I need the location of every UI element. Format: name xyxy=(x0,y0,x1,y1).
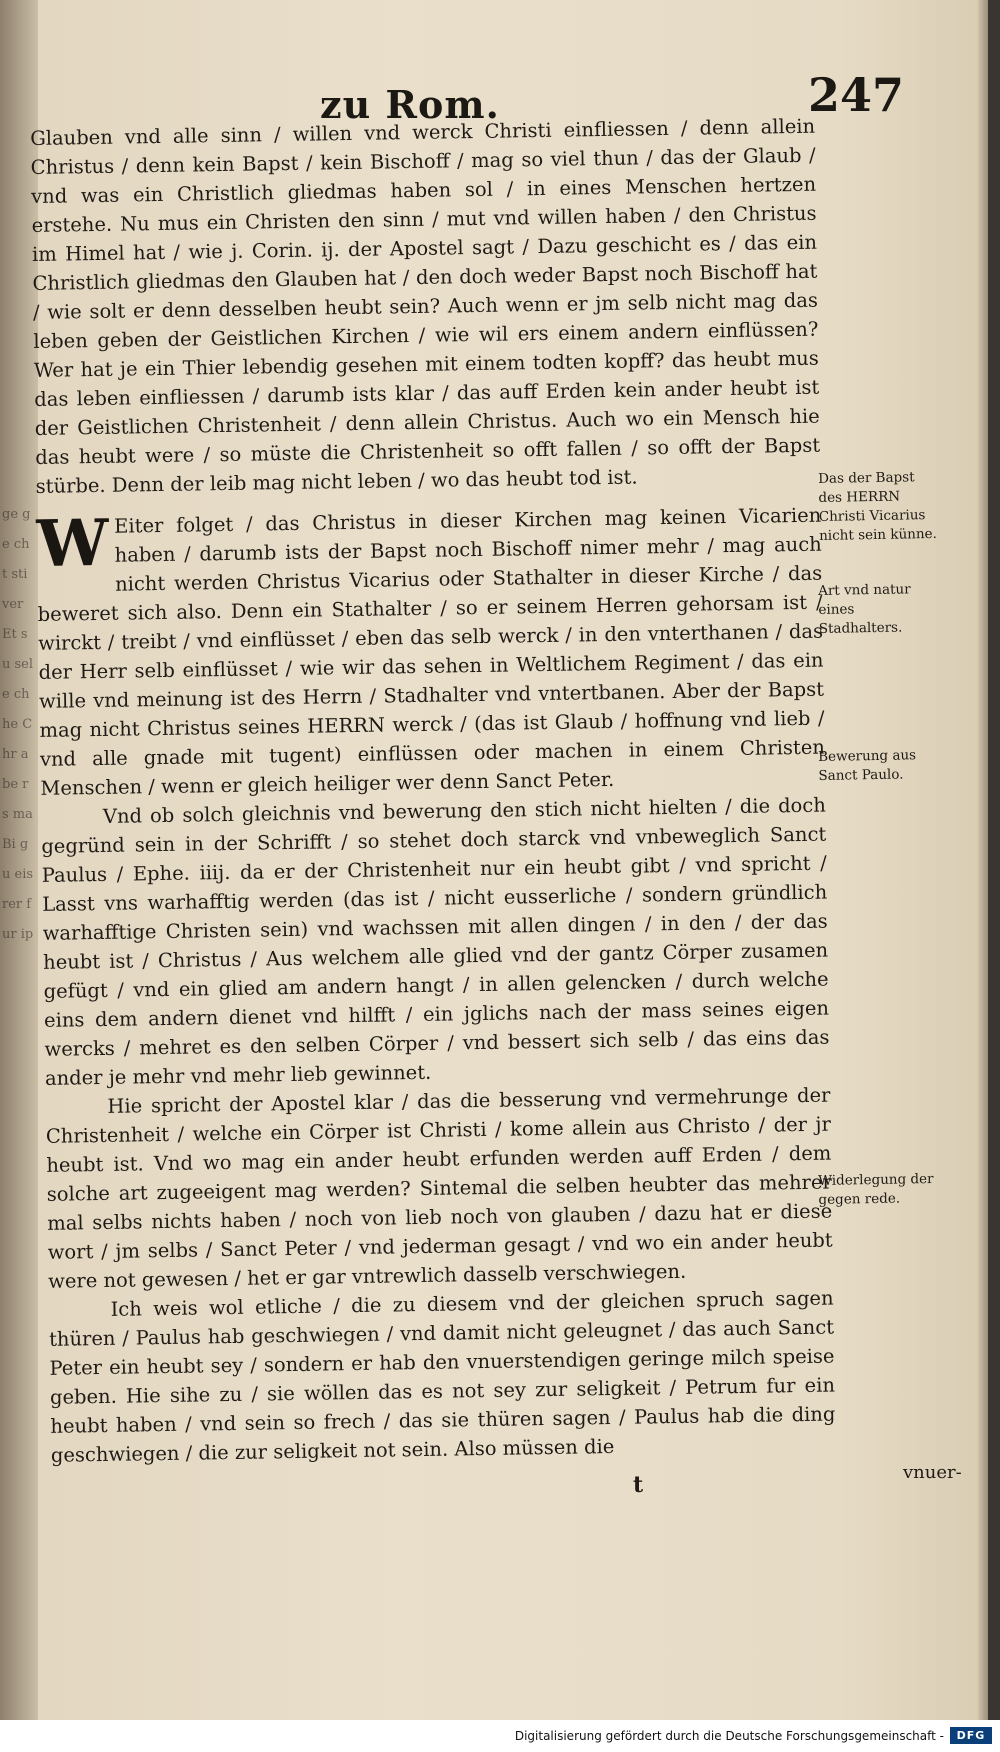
page-edge xyxy=(978,0,988,1720)
dfg-logo: DFG xyxy=(950,1727,992,1744)
catchword: vnuer- xyxy=(903,1462,962,1483)
running-head: zu Rom. xyxy=(320,82,500,127)
signature-mark: t xyxy=(633,1472,644,1498)
paragraph-4: Hie spricht der Apostel klar / das die besserung vnd vermehrunge der Christenheit / welche ein Cörper ist Christi / kome allein aus Christo / der jr heubt ist. Vnd wo mag ein ander heubt erfunden werden auff Erden / dem solche art zugeeigent mag werden? Sintemal die selben heubter das mehrer mal selbs nichts haben / noch von lieb noch von glauben / dazu hat er diese wort / jm selbs / Sanct Peter / vnd jederman gesagt / vnd wo ein ander heubt were not gewesen / het er gar vntrewlich dasselb verschwiegen. xyxy=(45,1083,833,1293)
digitization-footer xyxy=(0,1720,1000,1752)
funding-credit: Digitalisierung gefördert durch die Deutsche Forschungsgemeinschaft - xyxy=(514,1729,944,1743)
margin-note-vicar: Das der Bapst des HERRN Christi Vicarius nicht sein künne. xyxy=(818,469,938,544)
paragraph-3: Vnd ob solch gleichnis vnd bewerung den stich nicht hielten / die doch gegründ sein in der Schrifft / so stehet doch starck vnd vnbeweglich Sanct Paulus / Ephe. iiij. da er der Christenheit nur ein heubt gibt / vnd spricht / Lasst vns warhafftig werden (das ist / nicht eusserliche / sondern gründlich warhafftige Christen sein) vnd wachssen mit allen dingen / in den / der das heubt ist / Christus / Aus welchem alle glied vnd der gantz Cörper zusamen gefügt / vnd ein glied am andern hangt / in allen gelencken / durch welche eins dem andern dienet vnd hilfft / ein jglichs nach der mass seines eigen wercks / mehret es den selben Cörper / vnd bessert sich selb / das eins das ander je mehr vnd mehr lieb gewinnet. xyxy=(41,793,830,1090)
margin-note-stadhalter: Art vnd natur eines Stadhalters. xyxy=(818,581,911,637)
paragraph-2 xyxy=(36,501,825,803)
main-text-block xyxy=(30,112,836,1470)
paragraph-1: Glauben vnd alle sinn / willen vnd werck Christi einfliessen / denn allein Christus / denn kein Bapst / kein Bischoff / mag so viel thun / das der Glaub / vnd was ein Christlich gliedmas haben sol / in eines Menschen hertzen erstehe. Nu mus ein Christen den sinn / mut vnd willen haben / den Christus im Himel hat / wie j. Corin. ij. der Apostel sagt / Dazu geschicht es / das ein Christlich gliedmas den Glauben hat / den doch weder Bapst noch Bischoff hat / wie solt er denn desselben heubt sein? Auch wenn er jm selb nicht mag das leben geben der Geistlichen Kirchen / wie wil ers einem andern einflüssen? Wer hat je ein Thier lebendig gesehen mit einem todten kopff? das heubt mus das leben einfliessen / darumb ists klar / das auff Erden kein ander heubt ist der Geistlichen Christenheit / denn allein Christus. Auch wo ein Mensch hie das heubt were / so müste die Christenheit so offt fallen / so offt der Bapst stürbe. Denn der leib mag nicht leben / wo das heubt tod ist. xyxy=(30,114,821,498)
facing-page-fragment: ge ge cht sti ver Et su sel e ch he Chr abe rs ma Bi gu eis rer fur ip xyxy=(2,507,34,942)
margin-note-widerlegung: Widerlegung der gegen rede. xyxy=(818,1170,934,1208)
margin-note-paulo: Bewerung aus Sanct Paulo. xyxy=(818,747,917,784)
decorated-initial: W xyxy=(36,505,110,582)
page-number: 247 xyxy=(808,68,905,122)
paragraph-5: Ich weis wol etliche / die zu diesem vnd der gleichen spruch sagen thüren / Paulus hab geschwiegen / vnd damit nicht geleugnet / das auch Sanct Peter ein heubt sey / sondern er hab den vnuerstendigen geringe milch speise geben. Hie sihe zu / sie wöllen das es not sey zur seligkeit / Petrum fur ein heubt haben / vnd sein so frech / das sie thüren sagen / Paulus hab die ding geschwiegen / die zur seligkeit not sein. Also müssen die xyxy=(48,1286,836,1467)
paragraph-2-text: Eiter folget / das Christus in dieser Kirchen mag keinen Vicarien haben / darumb ists der Bapst noch Bischoff nimer mehr / mag auch nicht werden Christus Vicarius oder Stathalter in dieser Kirche / das beweret sich also. Denn ein Stathalter / so er seinem Herren gehorsam ist / wirckt / treibt / vnd einflüsset / eben das selb werck / in den vnterthanen / das der Herr selb einflüsset / wie wir das sehen in Weltlichem Regiment / das ein wille vnd meinung ist des Herrn / Stadhalter vnd vntertbanen. Aber der Bapst mag nicht Christus seines HERRN werck / (das ist Glaub / hoffnung vnd lieb / vnd alle gnade mit tugent) einflüssen oder machen in einem Christen Menschen / wenn er gleich heiliger wer denn Sanct Peter. xyxy=(37,503,826,800)
